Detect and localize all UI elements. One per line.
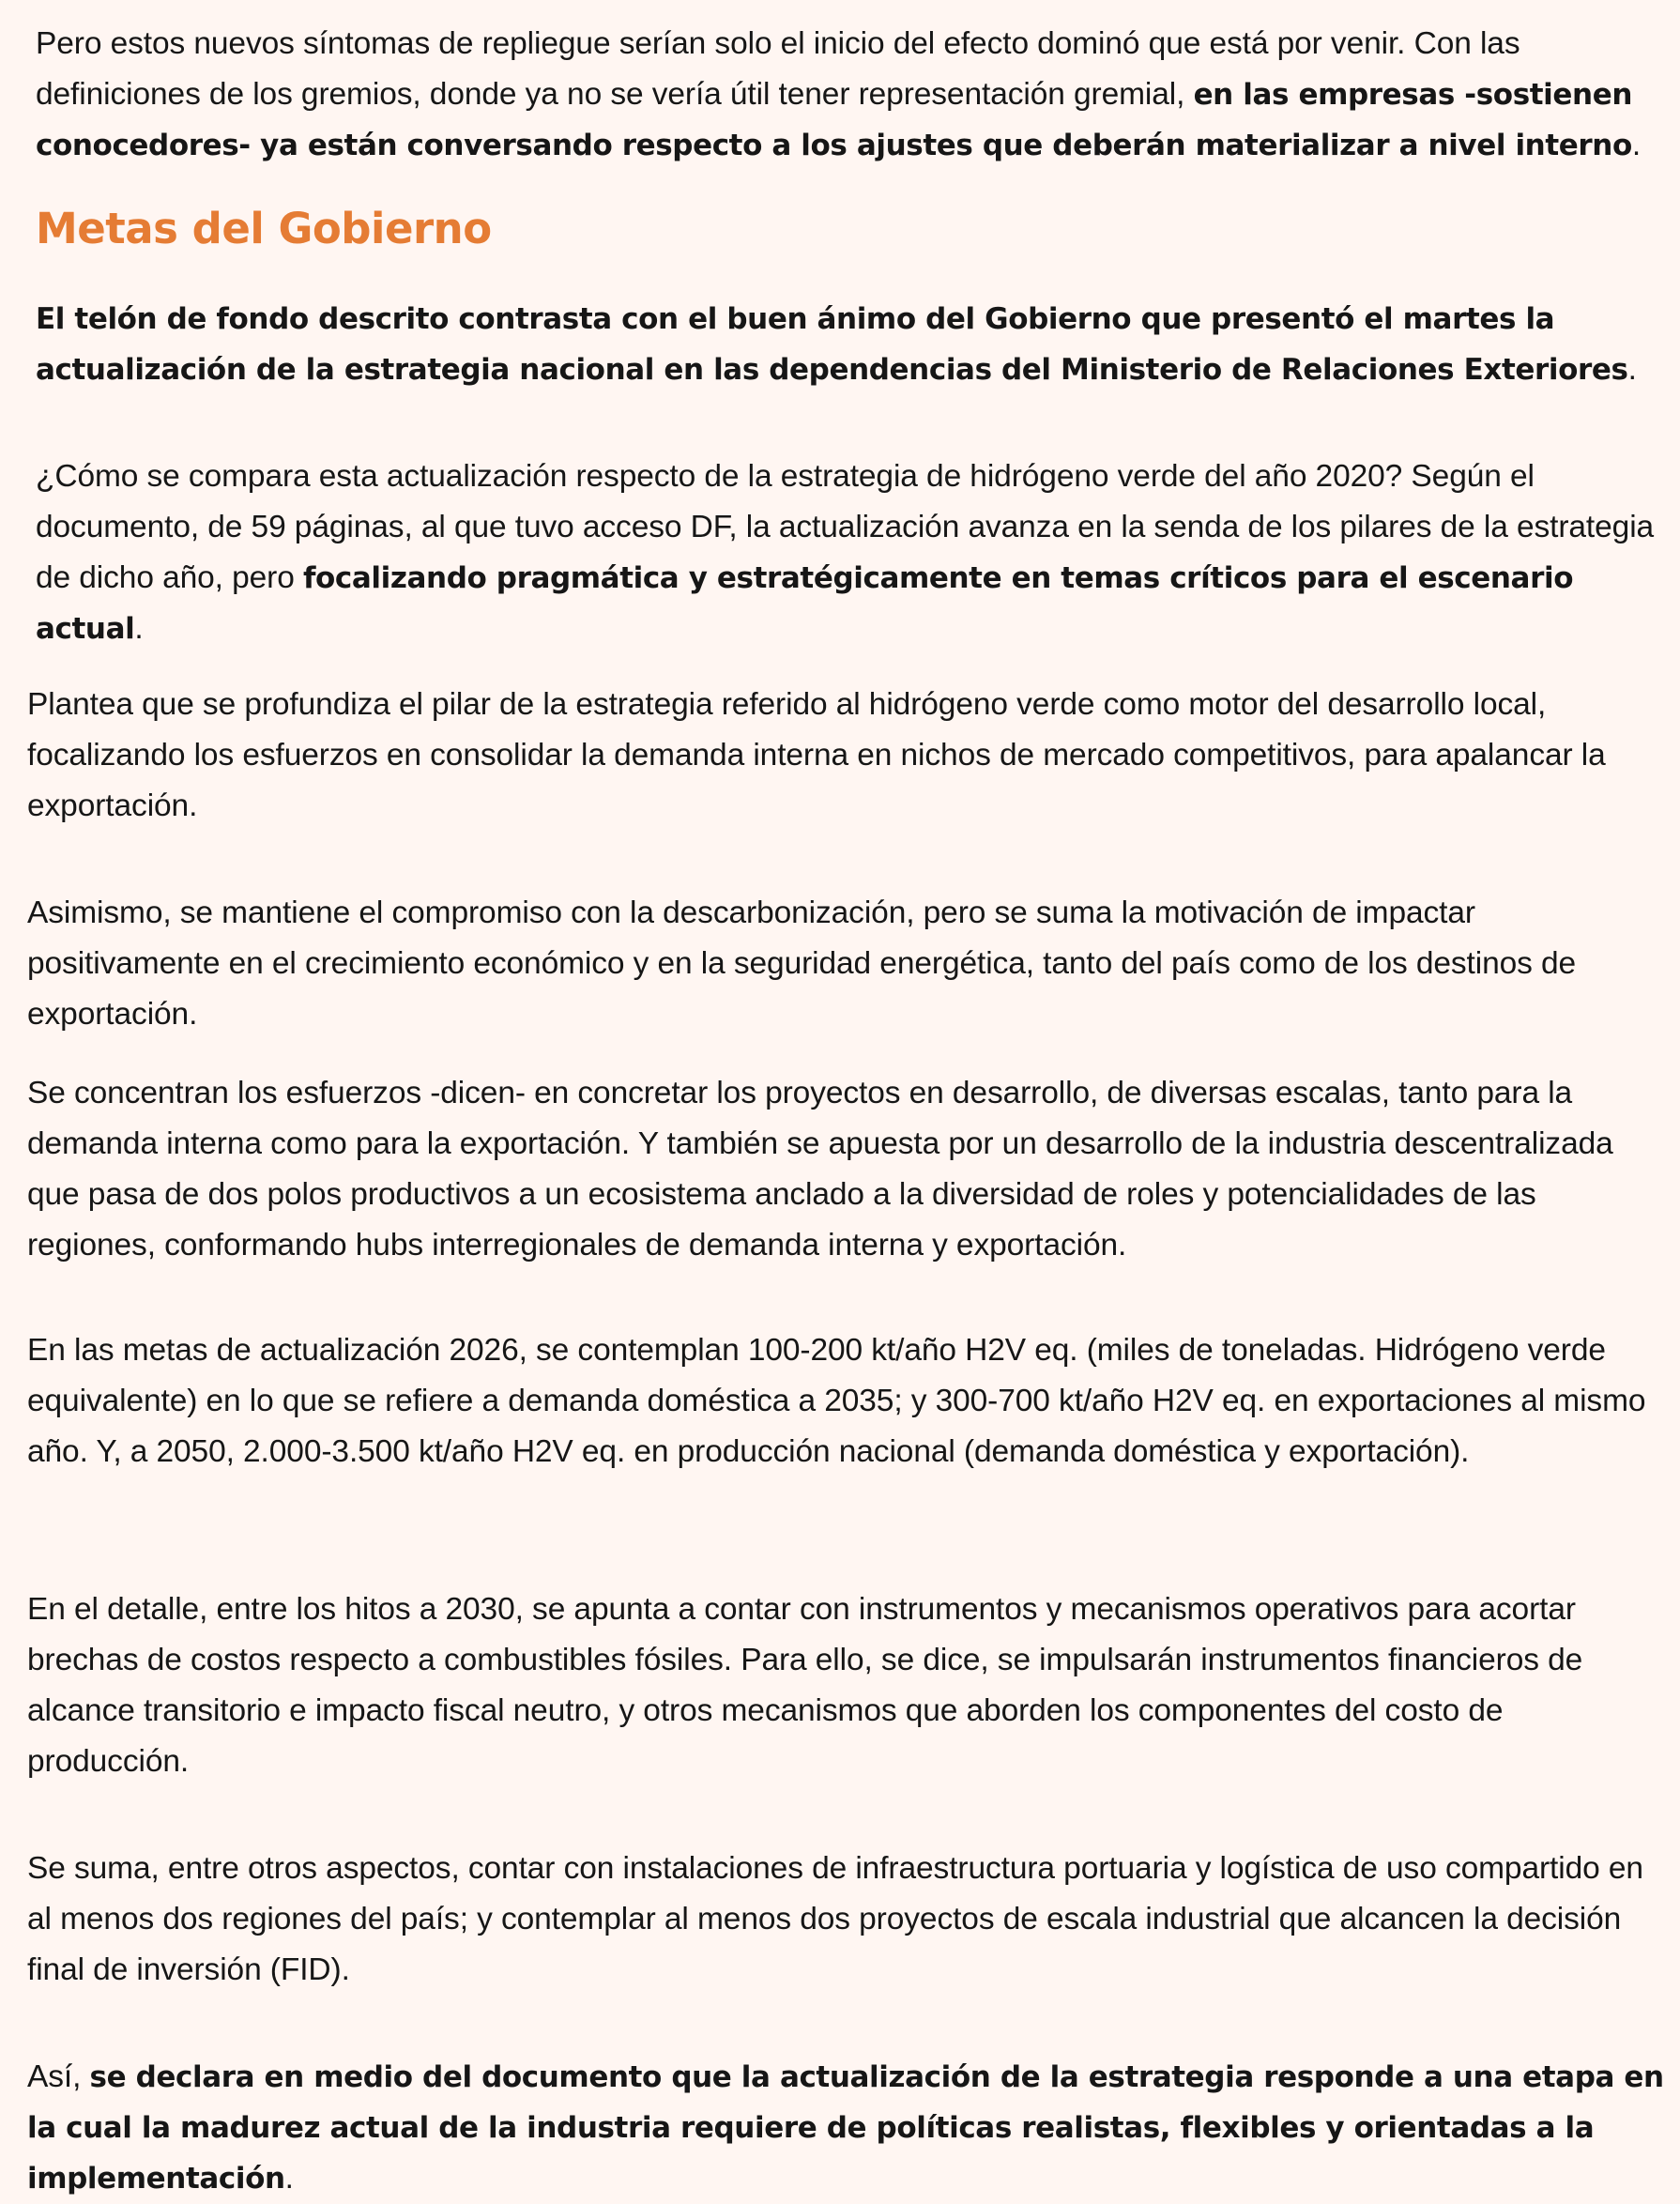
paragraph-targets-2026: En las metas de actualización 2026, se contemplan 100-200 kt/año H2V eq. (miles de toneladas. Hidrógeno verde equivalente) en lo que se refiere a demanda doméstica a 2035; y 300-700 kt/año H2V eq. en exportaciones al mismo año. Y, a 2050, 2.000-3.500 kt/año H2V eq. en producción nacional (demanda doméstica y exportación). bbox=[27, 1333, 1646, 1469]
paragraph-period: . bbox=[284, 2161, 294, 2196]
section-heading: Metas del Gobierno bbox=[36, 204, 492, 253]
paragraph-conclusion bbox=[27, 2052, 1672, 2204]
paragraph-period: . bbox=[1627, 352, 1637, 387]
paragraph-bold-text: El telón de fondo descrito contrasta con el buen ánimo del Gobierno que presentó el martes la actualización de la estrategia nacional en las dependencias del Ministerio de Relaciones Exteriores bbox=[36, 302, 1628, 387]
paragraph-decarbonization: Asimismo, se mantiene el compromiso con la descarbonización, pero se suma la motivación de impactar positivamente en el crecimiento económico y en la seguridad energética, tanto del país como de los destinos de exportación. bbox=[27, 895, 1577, 1032]
paragraph-milestones-2030: En el detalle, entre los hitos a 2030, se apunta a contar con instrumentos y mecanismos operativos para acortar brechas de costos respecto a combustibles fósiles. Para ello, se dice, se impulsarán instrumentos financieros de alcance transitorio e impacto fiscal neutro, y otros mecanismos que aborden los componentes del costo de producción. bbox=[27, 1592, 1583, 1779]
paragraph-bold-text: focalizando pragmática y estratégicamente en temas críticos para el escenario actual bbox=[36, 561, 1574, 646]
paragraph-domino-effect bbox=[36, 19, 1659, 171]
paragraph-text: Pero estos nuevos síntomas de repliegue serían solo el inicio del efecto dominó que está por venir. Con las definiciones de los gremios, donde ya no se vería útil tener representación gremial, bbox=[36, 26, 1520, 112]
paragraph-local-development: Plantea que se profundiza el pilar de la estrategia referido al hidrógeno verde como motor del desarrollo local, focalizando los esfuerzos en consolidar la demanda interna en nichos de mercado competitivos, para apalancar la exportación. bbox=[27, 687, 1606, 823]
paragraph-bold-text: en las empresas -sostienen conocedores- ya están conversando respecto a los ajustes que deberán materializar a nivel interno bbox=[36, 78, 1632, 162]
paragraph-period: . bbox=[134, 611, 144, 646]
paragraph-text: Así, bbox=[27, 2059, 90, 2094]
paragraph-port-infrastructure: Se suma, entre otros aspectos, contar con instalaciones de infraestructura portuaria y logística de uso compartido en al menos dos regiones del país; y contemplar al menos dos proyectos de escala industrial que alcancen la decisión final de inversión (FID). bbox=[27, 1851, 1643, 1987]
paragraph-period: . bbox=[1631, 128, 1642, 162]
paragraph-bold-text: se declara en medio del documento que la actualización de la estrategia responde a una etapa en la cual la madurez actual de la industria requiere de políticas realistas, flexibles y orientadas a la implementación bbox=[27, 2060, 1664, 2196]
paragraph-government-mood bbox=[36, 294, 1659, 395]
paragraph-text: ¿Cómo se compara esta actualización respecto de la estrategia de hidrógeno verde del año 2020? Según el documento, de 59 páginas, al que tuvo acceso DF, la actualización avanza en la senda de los pilares de la estrategia de dicho año, pero bbox=[36, 459, 1655, 595]
paragraph-projects-effort: Se concentran los esfuerzos -dicen- en concretar los proyectos en desarrollo, de diversas escalas, tanto para la demanda interna como para la exportación. Y también se apuesta por un desarrollo de la industria descentralizada que pasa de dos polos productivos a un ecosistema anclado a la diversidad de roles y potencialidades de las regiones, conformando hubs interregionales de demanda interna y exportación. bbox=[27, 1076, 1613, 1263]
paragraph-strategy-comparison bbox=[36, 452, 1659, 654]
